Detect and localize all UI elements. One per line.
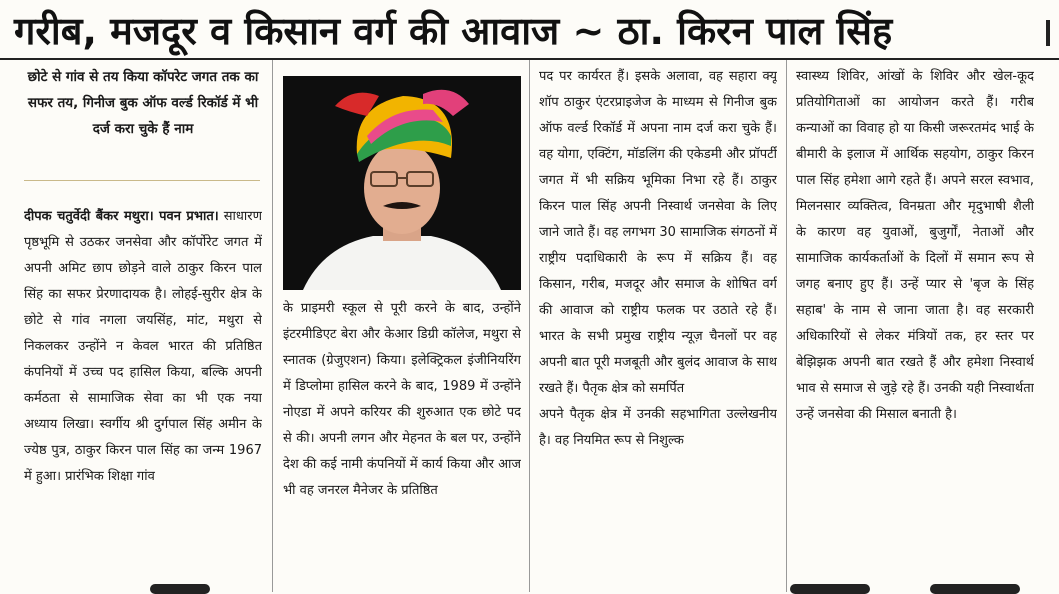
body-text: अपने पैतृक क्षेत्र में उनकी सहभागिता उल्लेखनीय है। वह नियमित रूप से निशुल्क: [539, 407, 777, 448]
portrait-illustration: [283, 76, 521, 290]
byline: दीपक चतुर्वेदी बैंकर मथुरा। पवन प्रभात।: [24, 209, 219, 224]
article-column-3: [539, 64, 777, 592]
article-column-2: [283, 296, 521, 592]
cropped-text-fragment: [150, 584, 210, 594]
column-rule: [272, 60, 273, 592]
side-mark: [1046, 20, 1050, 46]
body-text: साधारण पृष्ठभूमि से उठकर जनसेवा और कॉर्पोरेट जगत में अपनी अमिट छाप छोड़ने वाले ठाकुर किरन पाल सिंह का सफर प्रेरणादायक है। लोहई-सुरीर क्षेत्र के छोटे से गांव नगला जयसिंह, मांट, मथुरा से निकलकर उन्होंने न केवल भारत की प्रतिष्ठित कंपनियों में उच्च पद हासिल किया, बल्कि अपनी कर्मठता से सामाजिक सेवा का भी एक नया अध्याय लिखा। स्वर्गीय श्री दुर्गपाल सिंह अमीन के ज्येष्ठ पुत्र, ठाकुर किरन पाल सिंह का जन्म 1967 में हुआ। प्रारंभिक शिक्षा गांव: [24, 209, 262, 484]
headline-block: [0, 0, 1059, 60]
article-column-4: [796, 64, 1034, 592]
column-rule: [786, 60, 787, 592]
deck-rule: [24, 180, 260, 181]
body-text: स्वास्थ्य शिविर, आंखों के शिविर और खेल-कूद प्रतियोगिताओं का आयोजन करते हैं। गरीब कन्याओं का विवाह हो या किसी जरूरतमंद भाई के बीमारी के इलाज में आर्थिक सहयोग, ठाकुर किरन पाल सिंह हमेशा आगे रहते हैं। अपने सरल स्वभाव, मिलनसार व्यक्तित्व, विनम्रता और मृदुभाषी शैली के कारण वह युवाओं, बुजुर्गों, नेताओं और सामाजिक कार्यकर्ताओं के दिलों में समान रूप से जगह बनाए हुए हैं। उन्हें प्यार से 'बृज के सिंह सहाब' के नाम से जाना जाता है। वह सरकारी अधिकारियों से लेकर मंत्रियों तक, हर स्तर पर बेझिझक अपनी बात रखते हैं और हमेशा निस्वार्थ भाव से समाज से जुड़े रहे हैं। उनकी यही निस्वार्थता उन्हें जनसेवा की मिसाल बनाती है।: [796, 69, 1034, 422]
article-column-1: [24, 204, 262, 592]
cropped-text-fragment: [930, 584, 1020, 594]
headline: गरीब, मजदूर व किसान वर्ग की आवाज ~ ठा. किरन पाल सिंह: [14, 9, 893, 53]
subheadline: छोटे से गांव से तय किया कॉपरेट जगत तक का सफर तय, गिनीज बुक ऑफ वर्ल्ड रिकॉर्ड में भी दर्ज करा चुके हैं नाम: [27, 69, 259, 137]
column-rule: [529, 60, 530, 592]
portrait-photo: [283, 76, 521, 290]
body-text: पद पर कार्यरत हैं। इसके अलावा, वह सहारा क्यू शॉप ठाकुर एंटरप्राइजेज के माध्यम से गिनीज बुक ऑफ वर्ल्ड रिकॉर्ड में अपना नाम दर्ज करा चुके हैं। वह योगा, एक्टिंग, मॉडलिंग की एकेडमी और प्रॉपर्टी जगत में भी सक्रिय भूमिका निभा रहे हैं। ठाकुर किरन पाल सिंह अपनी निस्वार्थ जनसेवा के लिए जाने जाते हैं। वह लगभग 30 सामाजिक संगठनों में राष्ट्रीय पदाधिकारी के रूप में सक्रिय हैं। वह किसान, गरीब, मजदूर और समाज के शोषित वर्ग की आवाज को राष्ट्रीय फलक पर उठाते रहे हैं। भारत के सभी प्रमुख राष्ट्रीय न्यूज़ चैनलों पर वह अपनी बात पूरी मजबूती और बुलंद आवाज के साथ रखते हैं। पैतृक क्षेत्र को समर्पित: [539, 69, 777, 396]
cropped-text-fragment: [790, 584, 870, 594]
body-text: के प्राइमरी स्कूल से पूरी करने के बाद, उन्होंने इंटरमीडिएट बेरा और केआर डिग्री कॉलेज, मथुरा से स्नातक (ग्रेजुएशन) किया। इलेक्ट्रिकल इंजीनियरिंग में डिप्लोमा हासिल करने के बाद, 1989 में उन्होंने नोएडा में अपने करियर की शुरुआत एक छोटे पद से की। अपनी लगन और मेहनत के बल पर, उन्होंने देश की कई नामी कंपनियों में कार्य किया और आज भी वह जनरल मैनेजर के प्रतिष्ठित: [283, 301, 521, 498]
